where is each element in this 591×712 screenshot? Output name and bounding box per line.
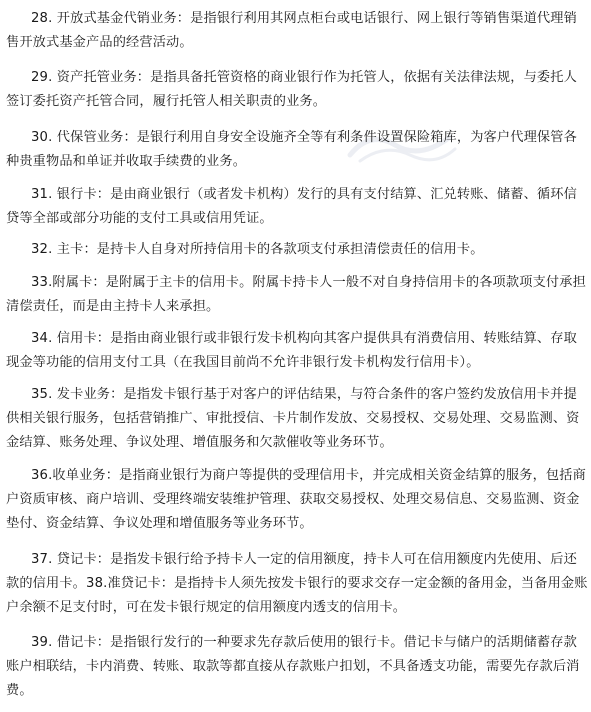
paragraph-39: 39. 借记卡：是指银行发行的一种要求先存款后使用的银行卡。借记卡与储户的活期储蓄存款账户相联结，卡内消费、转账、取款等都直接从存款账户扣划，不具备透支功能，需要先存款后消费。 (6, 635, 580, 698)
paragraph-28: 28. 开放式基金代销业务：是指银行利用其网点柜台或电话银行、网上银行等销售渠道代理销售开放式基金产品的经营活动。 (6, 11, 577, 50)
paragraph-37-38: 37. 贷记卡：是指发卡银行给予持卡人一定的信用额度，持卡人可在信用额度内先使用、后还款的信用卡。38.准贷记卡：是指持卡人须先按发卡银行的要求交存一定金额的备用金，当备用金账户余额不足支付时，可在发卡银行规定的信用额度内透支的信用卡。 (6, 552, 588, 615)
paragraph-34: 34. 信用卡：是指由商业银行或非银行发卡机构向其客户提供具有消费信用、转账结算、存取现金等功能的信用支付工具（在我国目前尚不允许非银行发卡机构发行信用卡）。 (6, 331, 577, 370)
paragraph-36: 36.收单业务：是指商业银行为商户等提供的受理信用卡，并完成相关资金结算的服务，包括商户资质审核、商户培训、受理终端安装维护管理、获取交易授权、处理交易信息、交易监测、资金垫付、资金结算、争议处理和增值服务等业务环节。 (6, 468, 586, 531)
paragraph-30: 30. 代保管业务：是银行利用自身安全设施齐全等有利条件设置保险箱库，为客户代理保管各种贵重物品和单证并收取手续费的业务。 (6, 130, 577, 169)
paragraph-29: 29. 资产托管业务：是指具备托管资格的商业银行作为托管人，依据有关法律法规，与委托人签订委托资产托管合同，履行托管人相关职责的业务。 (6, 70, 577, 109)
paragraph-31: 31. 银行卡：是由商业银行（或者发卡机构）发行的具有支付结算、汇兑转账、储蓄、循环信贷等全部或部分功能的支付工具或信用凭证。 (6, 187, 577, 226)
paragraph-35: 35. 发卡业务：是指发卡银行基于对客户的评估结果，与符合条件的客户签约发放信用卡并提供相关银行服务，包括营销推广、审批授信、卡片制作发放、交易授权、交易处理、交易监测、资金结算、账务处理、争议处理、增值服务和欠款催收等业务环节。 (6, 387, 580, 450)
paragraph-32: 32. 主卡：是持卡人自身对所持信用卡的各款项支付承担清偿责任的信用卡。 (31, 242, 484, 257)
paragraph-33: 33.附属卡：是附属于主卡的信用卡。附属卡持卡人一般不对自身持信用卡的各项款项支付承担清偿责任，而是由主持卡人来承担。 (6, 275, 586, 314)
